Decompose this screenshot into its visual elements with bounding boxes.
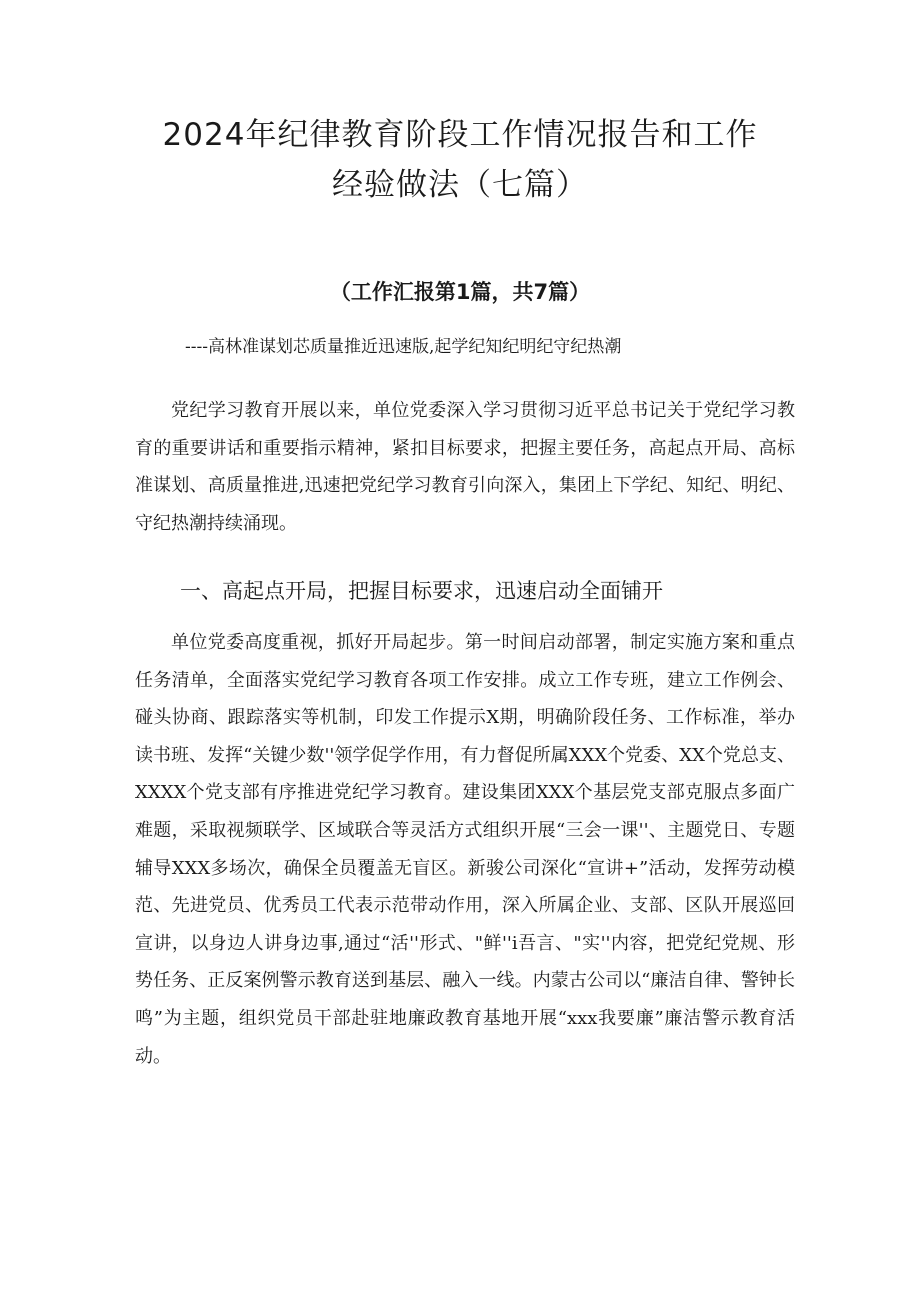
subtitle: ----高林准谋划芯质量推近迅速版,起学纪知纪明纪守纪热潮 [185,337,622,357]
intro-paragraph: 党纪学习教育开展以来，单位党委深入学习贯彻习近平总书记关于党纪学习教育的重要讲话和重要指示精神，紧扣目标要求，把握主要任务，高起点开局、高标准谋划、高质量推进,迅速把党纪学习教育引向深入，集团上下学纪、知纪、明纪、守纪热潮持续涌现。 [135,400,795,534]
document-title-line-2: 经验做法（七篇） [332,167,588,203]
body-paragraph: 单位党委高度重视，抓好开局起步。第一时间启动部署，制定实施方案和重点任务清单，全面落实党纪学习教育各项工作安排。成立工作专班，建立工作例会、碰头协商、跟踪落实等机制，印发工作提示X期，明确阶段任务、工作标准，举办读书班、发挥“关键少数''领学促学作用，有力督促所属XXX个党委、XX个党总支、XXXX个党支部有序推进党纪学习教育。建设集团XXX个基层党支部克服点多面广难题，采取视频联学、区域联合等灵活方式组织开展“三会一课''、主题党日、专题辅导XXX多场次，确保全员覆盖无盲区。新骏公司深化“宣讲+”活动，发挥劳动模范、先进党员、优秀员工代表示范带动作用，深入所属企业、支部、区队开展巡回宣讲，以身边人讲身边事,通过“活''形式、"鲜''i吾言、"实''内容，把党纪党规、形势任务、正反案例警示教育送到基层、融入一线。内蒙古公司以“廉洁自律、警钟长鸣”为主题，组织党员干部赴驻地廉政教育基地开展“xxx我要廉”廉洁警示教育活动。 [135,632,795,1067]
document-title [120,110,800,210]
section-heading-1: 一、高起点开局，把握目标要求，迅速启动全面铺开 [180,579,663,603]
document-title-line-1: 2024年纪律教育阶段工作情况报告和工作 [162,117,758,153]
section-label: （工作汇报第1篇，共7篇） [329,280,591,304]
